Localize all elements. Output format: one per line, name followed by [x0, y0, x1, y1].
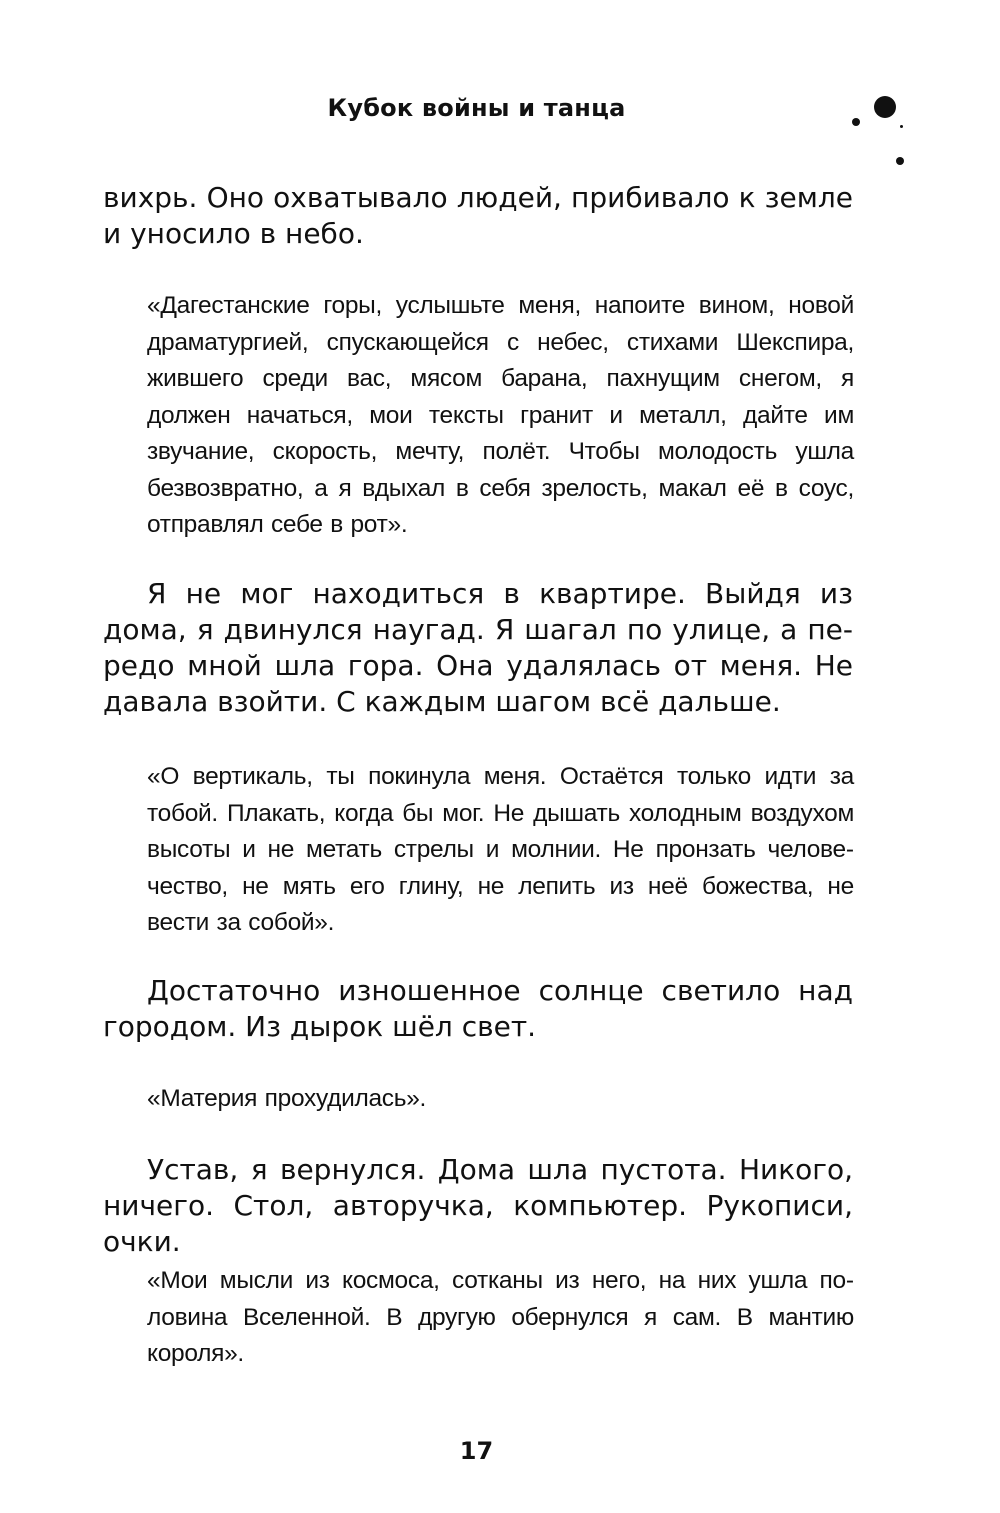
- ink-blot-large: [874, 96, 896, 118]
- running-head: Кубок войны и танца: [327, 94, 626, 122]
- prose-paragraph-3: Достаточно изношенное солнце светило над городом. Из дырок шёл свет.: [103, 974, 853, 1043]
- prose-paragraph-2: Я не мог находиться в квартире. Выйдя из дома, я двинулся наугад. Я шагал по улице, а передо мной шла гора. Она удалялась от меня. Не давала взойти. С каждым шагом всё дальше.: [103, 577, 853, 718]
- prose-paragraph-1: вихрь. Оно охватывало людей, прибивало к земле и уносило в небо.: [103, 181, 853, 250]
- quote-paragraph-1: «Дагестанские горы, услышьте меня, напоите вином, новой драматургией, спускающейся с небес, стихами Шекспира, жившего среди вас, мясом барана, пахнущим снегом, я должен начаться, мои тексты гранит и металл, дайте им звучание, скорость, мечту, полёт. Чтобы молодость ушла безвозвратно, а я вдыхал в себя зрелость, макал её в соус, отправлял себе в рот».: [147, 292, 854, 538]
- page-number: 17: [459, 1437, 494, 1465]
- quote-paragraph-4: «Мои мысли из космоса, сотканы из него, на них ушла половина Вселенной. В другую обернулся я сам. В мантию короля».: [147, 1267, 854, 1367]
- quote-paragraph-2: «О вертикаль, ты покинула меня. Остаётся только идти за тобой. Плакать, когда бы мог. Не дышать холодным воздухом высоты и не метать стрелы и молнии. Не пронзать человечество, не мять его глину, не лепить из неё божества, не вести за собой».: [147, 763, 854, 936]
- prose-paragraph-4: Устав, я вернулся. Дома шла пустота. Никого, ничего. Стол, авторучка, компьютер. Рукописи, очки.: [103, 1153, 853, 1258]
- ink-blot-small: [852, 118, 860, 126]
- ink-blot-dot: [896, 157, 904, 165]
- ink-blot-speck: [900, 125, 903, 128]
- quote-paragraph-3: «Материя прохудилась».: [147, 1085, 427, 1112]
